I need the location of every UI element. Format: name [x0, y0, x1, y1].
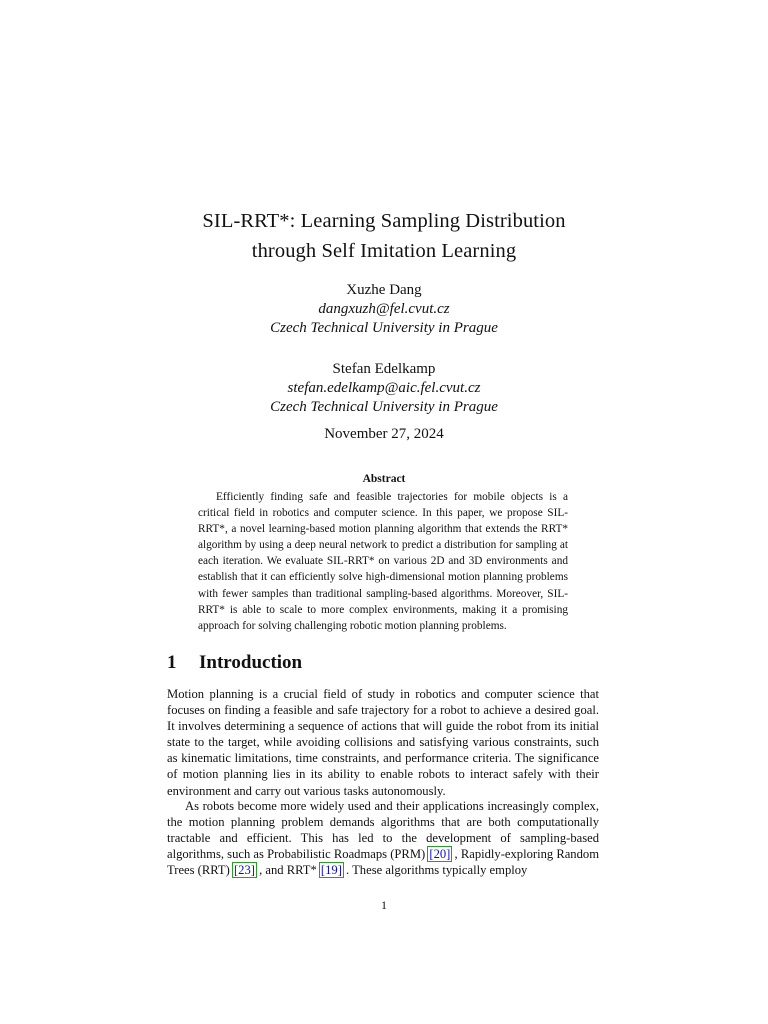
citation-link[interactable]: [23] — [233, 863, 255, 878]
intro-paragraph-2 — [167, 798, 599, 878]
abstract-text: Efficiently finding safe and feasible trajectories for mobile objects is a critical field in robotics and computer science. In this paper, we propose SIL-RRT*, a novel learning-based motion planning algorithm that extends the RRT* algorithm by using a deep neural network to predict a distribution for sampling at each iteration. We evaluate SIL-RRT* on various 2D and 3D environments and establish that it can efficiently solve high-dimensional motion planning problems with fewer samples than traditional sampling-based algorithms. Moreover, SIL-RRT* is able to scale to more complex environments, making it a promising approach for solving challenging robotic motion planning problems. — [198, 491, 568, 632]
author-block-1 — [0, 281, 768, 338]
author-email[interactable]: stefan.edelkamp@aic.fel.cvut.cz — [287, 380, 481, 396]
paragraph-text: . These algorithms typically employ — [342, 863, 528, 878]
intro-paragraph-1: Motion planning is a crucial field of study in robotics and computer science that focuses on finding a feasible and safe trajectory for a robot to achieve a desired goal. It involves determining a sequence of actions that will guide the robot from its initial state to the target, while avoiding collisions and satisfying various constraints, such as kinematic limitations, time constraints, and performance criteria. The significance of motion planning lies in its ability to enable robots to interact safely with their environment and carry out various tasks autonomously. — [167, 687, 599, 798]
author-affiliation: Czech Technical University in Prague — [270, 320, 498, 336]
paper-title — [0, 206, 768, 266]
abstract-heading: Abstract — [362, 473, 406, 485]
paragraph-text: , and RRT* — [255, 863, 320, 878]
section-title: Introduction — [199, 652, 303, 673]
author-name: Stefan Edelkamp — [332, 361, 436, 377]
title-line-1: SIL-RRT*: Learning Sampling Distribution — [202, 210, 566, 232]
author-email[interactable]: dangxuzh@fel.cvut.cz — [318, 301, 450, 317]
section-number: 1 — [167, 652, 177, 673]
citation-link[interactable]: [20] — [429, 847, 451, 862]
author-block-2 — [0, 360, 768, 417]
paragraph-text: , Rapidly-exploring Random Trees (RRT) — [167, 847, 599, 878]
author-affiliation: Czech Technical University in Prague — [270, 399, 498, 415]
page-number: 1 — [381, 898, 387, 912]
paragraph-text: As robots become more widely used and their applications increasingly complex, the motion planning problem demands algorithms that are both computationally tractable and efficient. This has led to the development of sampling-based algorithms, such as Probabilistic Roadmaps (PRM) — [167, 799, 599, 862]
author-name: Xuzhe Dang — [346, 282, 422, 298]
citation-link[interactable]: [19] — [320, 863, 342, 878]
paper-date: November 27, 2024 — [324, 426, 444, 442]
section-heading — [167, 652, 302, 674]
title-line-2: through Self Imitation Learning — [251, 240, 517, 262]
